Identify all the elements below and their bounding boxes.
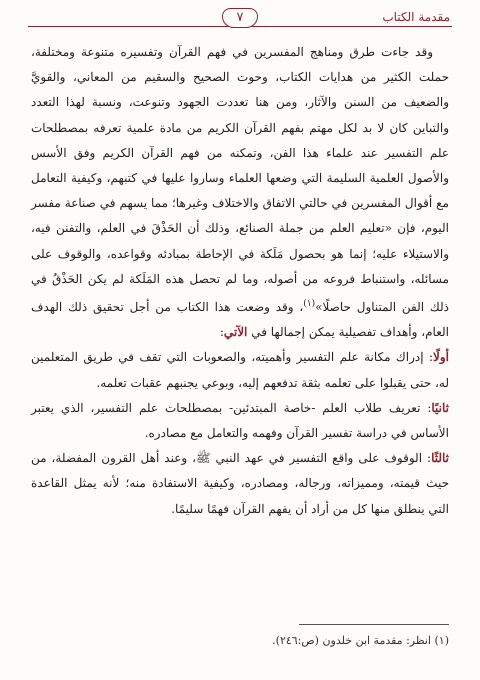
footnote-separator	[299, 624, 449, 625]
objective-third	[31, 446, 449, 522]
page-number: ٧	[222, 8, 258, 28]
objective-third-label: ثالثًا	[431, 451, 449, 466]
footnote: (١) انظر: مقدمة ابن خلدون (ص:٢٤٦).	[272, 634, 449, 647]
objective-first-label: أولًا	[433, 350, 449, 365]
objective-second-text: : تعريف طلاب العلم -خاصة المبتدئين- بمصطلحات علم التفسير، الذي يعتبر الأساس في دراسة تفسير القرآن وفهمه والتعامل مع مصادره.	[31, 400, 449, 441]
body-text	[31, 40, 449, 522]
objective-third-text: : الوقوف على واقع التفسير في عهد النبي ﷺ، وعند أهل القرون المفضلة، من حيث قيمته، ومميزاته، ورجاله، ومصادره، وكيفية الاستفادة منه؛ لأنه يمثل القاعدة التي ينطلق منها كل من أراد أن يفهم القرآن فهمًا سليمًا.	[31, 451, 449, 516]
keyword-following: الآتي	[223, 325, 248, 340]
objective-second	[31, 396, 449, 446]
running-header	[28, 6, 452, 34]
paragraph-intro-text: وقد جاءت طرق ومناهج المفسرين في فهم القرآن وتفسيره متنوعة ومختلفة، حملت الكثير من هدايات الكتاب، وحوت الصحيح والسقيم من المعاني، والقويَّ والضعيف من السنن والآثار، ومن هنا تعددت الجهود وتنوعت، ونسبة لهذا التعدد والتباين كان لا بد لكل مهتم بفهم القرآن الكريم من مادة علمية تعرفه بمصطلحات علم التفسير عند علماء هذا الفن، وتمكنه من فهم القرآن الكريم وفق الأسس والأصول العلمية السليمة التي وضعها العلماء وساروا عليها في كتبهم، وكيفية التعامل مع أقوال المفسرين في حالتي الاتفاق والاختلاف وغيرها؛ مما يسهم في صناعة مفسر اليوم، فإن «تعليم العلم من جملة الصنائع، وذلك أن الحَذْقَ في العلم، والتفنن فيه، والاستيلاء عليه؛ إنما هو بحصول مَلَكة في الإحاطة بمبادئه وقواعده، والوقوف على مسائله، واستنباط فروعه من أصوله، وما لم تحصل هذه المَلَكة لم يكن الحَذْقُ في ذلك الفن المتناول حاصلًا»	[31, 45, 450, 315]
objective-first-text: : إدراك مكانة علم التفسير وأهميته، والصعوبات التي تقف في طريق المتعلمين له، حتى يقبلوا على تعلمه بثقة تدفعهم إليه، وبوعي يجنبهم عقبات تعلمه.	[31, 350, 449, 390]
colon: :	[219, 325, 224, 340]
paragraph-intro-tail: ، وقد وضعت هذا الكتاب من أجل تحقيق ذلك الهدف العام، وأهداف تفصيلية يمكن إجمالها في	[31, 300, 449, 340]
header-title: مقدمة الكتاب	[382, 10, 450, 24]
paragraph-intro	[31, 40, 449, 345]
footnote-reference: (١)	[303, 299, 316, 310]
objective-second-label: ثانيًا	[431, 400, 449, 415]
objective-first	[31, 345, 449, 395]
